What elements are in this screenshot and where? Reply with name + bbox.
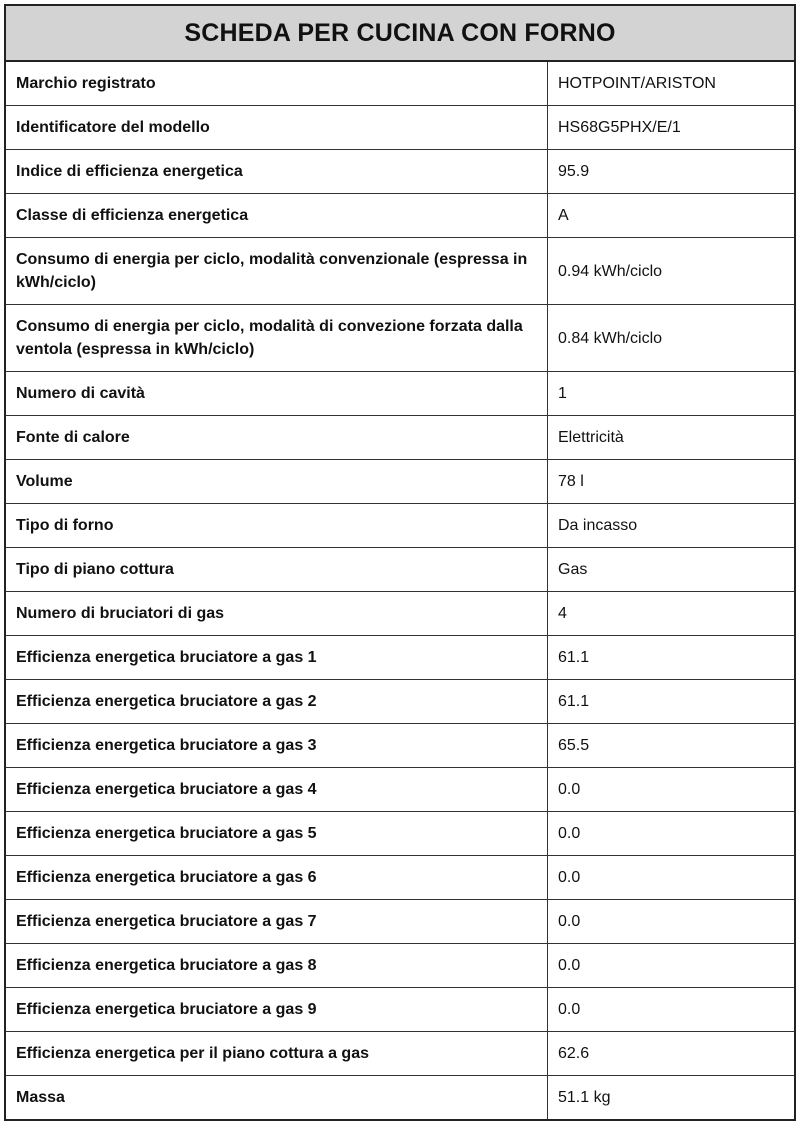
row-value: A bbox=[548, 194, 795, 238]
table-row bbox=[6, 305, 794, 372]
row-value: Gas bbox=[548, 548, 795, 592]
row-value: 0.84 kWh/ciclo bbox=[548, 305, 795, 372]
row-label: Classe di efficienza energetica bbox=[6, 194, 548, 238]
table-row bbox=[6, 944, 794, 988]
table-row bbox=[6, 1076, 794, 1120]
row-value: 78 l bbox=[548, 460, 795, 504]
row-label: Massa bbox=[6, 1076, 548, 1120]
row-value: HS68G5PHX/E/1 bbox=[548, 106, 795, 150]
table-row bbox=[6, 194, 794, 238]
row-value: 0.0 bbox=[548, 944, 795, 988]
row-value: 4 bbox=[548, 592, 795, 636]
table-row bbox=[6, 62, 794, 106]
table-row bbox=[6, 1032, 794, 1076]
row-label: Efficienza energetica per il piano cottura a gas bbox=[6, 1032, 548, 1076]
table-row bbox=[6, 724, 794, 768]
table-row bbox=[6, 372, 794, 416]
row-value: 95.9 bbox=[548, 150, 795, 194]
row-label: Indice di efficienza energetica bbox=[6, 150, 548, 194]
table-row bbox=[6, 416, 794, 460]
row-label: Marchio registrato bbox=[6, 62, 548, 106]
row-value: 0.0 bbox=[548, 988, 795, 1032]
row-value: Da incasso bbox=[548, 504, 795, 548]
table-row bbox=[6, 504, 794, 548]
table-row bbox=[6, 592, 794, 636]
row-label: Consumo di energia per ciclo, modalità di convezione forzata dalla ventola (espressa in kWh/ciclo) bbox=[6, 305, 548, 372]
row-value: 0.0 bbox=[548, 812, 795, 856]
row-label: Efficienza energetica bruciatore a gas 6 bbox=[6, 856, 548, 900]
table-row bbox=[6, 856, 794, 900]
table-row bbox=[6, 988, 794, 1032]
row-label: Numero di cavità bbox=[6, 372, 548, 416]
row-label: Efficienza energetica bruciatore a gas 8 bbox=[6, 944, 548, 988]
row-value: 1 bbox=[548, 372, 795, 416]
row-value: 51.1 kg bbox=[558, 1089, 611, 1106]
table-row bbox=[6, 812, 794, 856]
table-row bbox=[6, 680, 794, 724]
table-row bbox=[6, 238, 794, 305]
row-value: 0.0 bbox=[548, 856, 795, 900]
row-label: Efficienza energetica bruciatore a gas 5 bbox=[6, 812, 548, 856]
row-label: Fonte di calore bbox=[6, 416, 548, 460]
row-label: Efficienza energetica bruciatore a gas 3 bbox=[6, 724, 548, 768]
table-row bbox=[6, 106, 794, 150]
row-label: Volume bbox=[6, 460, 548, 504]
row-value: 61.1 bbox=[548, 636, 795, 680]
row-label: Numero di bruciatori di gas bbox=[6, 592, 548, 636]
row-label: Efficienza energetica bruciatore a gas 7 bbox=[6, 900, 548, 944]
row-label: Tipo di piano cottura bbox=[6, 548, 548, 592]
table-row bbox=[6, 900, 794, 944]
row-value: 0.94 kWh/ciclo bbox=[548, 238, 795, 305]
row-label: Consumo di energia per ciclo, modalità convenzionale (espressa in kWh/ciclo) bbox=[6, 238, 548, 305]
row-label: Efficienza energetica bruciatore a gas 9 bbox=[6, 988, 548, 1032]
table-row bbox=[6, 460, 794, 504]
row-value: 65.5 bbox=[548, 724, 795, 768]
row-value: HOTPOINT/ARISTON bbox=[548, 62, 795, 106]
row-value: 0.0 bbox=[548, 768, 795, 812]
sheet-title: SCHEDA PER CUCINA CON FORNO bbox=[6, 6, 794, 62]
table-row bbox=[6, 636, 794, 680]
row-label: Efficienza energetica bruciatore a gas 4 bbox=[6, 768, 548, 812]
row-value: Elettricità bbox=[548, 416, 795, 460]
row-label: Tipo di forno bbox=[6, 504, 548, 548]
row-value: 0.0 bbox=[548, 900, 795, 944]
row-value: 62.6 bbox=[548, 1032, 795, 1076]
product-fiche-sheet bbox=[4, 4, 796, 1121]
row-label: Efficienza energetica bruciatore a gas 2 bbox=[6, 680, 548, 724]
table-row bbox=[6, 548, 794, 592]
row-value: 61.1 bbox=[548, 680, 795, 724]
row-label: Identificatore del modello bbox=[6, 106, 548, 150]
specifications-table bbox=[6, 62, 794, 1119]
table-row bbox=[6, 150, 794, 194]
row-label: Efficienza energetica bruciatore a gas 1 bbox=[6, 636, 548, 680]
table-row bbox=[6, 768, 794, 812]
